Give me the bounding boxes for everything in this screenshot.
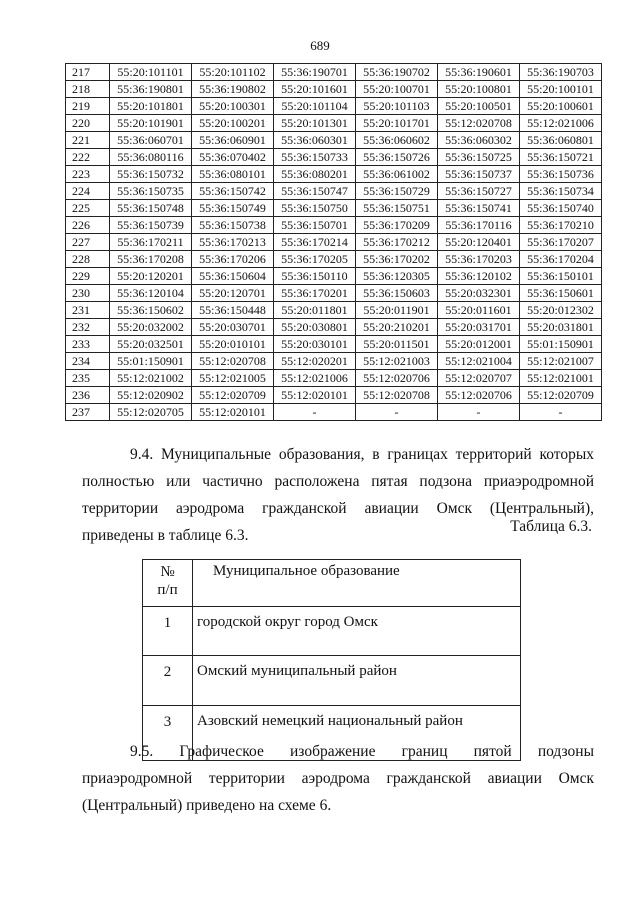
cadastral-number-cell: 55:20:101701 (356, 115, 438, 132)
table-row (66, 302, 602, 319)
cadastral-number-cell: 55:36:150602 (110, 302, 192, 319)
cadastral-number-cell: 55:36:170208 (110, 251, 192, 268)
table-row (143, 656, 521, 706)
cadastral-number-cell: 55:36:170206 (192, 251, 274, 268)
cadastral-number-cell: 55:20:100301 (192, 98, 274, 115)
cadastral-number-cell: 55:12:020201 (274, 353, 356, 370)
cadastral-number-cell: 55:12:021002 (110, 370, 192, 387)
cadastral-number-cell: - (438, 404, 520, 421)
row-number-cell: 232 (66, 319, 110, 336)
cadastral-number-cell: 55:36:080101 (192, 166, 274, 183)
paragraph-9-4-text: Муниципальные образования, в границах территорий которых полностью или частично расположена пятая подзона приаэродромной территории аэродрома гражданской авиации Омск (Центральный), приведены в таблице 6.3. (82, 446, 595, 544)
cadastral-number-cell: 55:20:101801 (110, 98, 192, 115)
cadastral-number-cell: 55:36:150604 (192, 268, 274, 285)
row-number-cell: 236 (66, 387, 110, 404)
table-row (66, 98, 602, 115)
table-row (66, 285, 602, 302)
cadastral-number-cell: 55:36:150738 (192, 217, 274, 234)
cadastral-number-cell: 55:36:150737 (438, 166, 520, 183)
cadastral-number-cell: 55:36:060801 (520, 132, 602, 149)
cadastral-number-cell: 55:12:021006 (274, 370, 356, 387)
cadastral-number-cell: 55:36:150739 (110, 217, 192, 234)
cadastral-number-cell: 55:20:100101 (520, 81, 602, 98)
cadastral-number-cell: 55:36:150726 (356, 149, 438, 166)
row-number-cell: 221 (66, 132, 110, 149)
cadastral-number-cell: 55:12:021007 (520, 353, 602, 370)
cadastral-number-cell: 55:36:150736 (520, 166, 602, 183)
cadastral-number-cell: 55:36:150729 (356, 183, 438, 200)
cadastral-number-cell: 55:36:150735 (110, 183, 192, 200)
cadastral-number-cell: 55:36:070402 (192, 149, 274, 166)
cadastral-number-cell: 55:36:150733 (274, 149, 356, 166)
cadastral-table (65, 63, 602, 421)
cadastral-number-cell: 55:20:031801 (520, 319, 602, 336)
cadastral-number-cell: 55:01:150901 (110, 353, 192, 370)
table-row (66, 81, 602, 98)
header-number-pp: п/п (157, 582, 178, 598)
cadastral-number-cell: 55:20:032501 (110, 336, 192, 353)
cadastral-number-cell: 55:20:120701 (192, 285, 274, 302)
row-number-cell: 217 (66, 64, 110, 81)
table-row (66, 319, 602, 336)
cadastral-number-cell: 55:36:150747 (274, 183, 356, 200)
cadastral-number-cell: 55:20:100701 (356, 81, 438, 98)
cadastral-number-cell: 55:36:170205 (274, 251, 356, 268)
cadastral-number-cell: 55:36:150751 (356, 200, 438, 217)
table-row (66, 370, 602, 387)
cadastral-number-cell: 55:20:210201 (356, 319, 438, 336)
table-row (66, 336, 602, 353)
cadastral-number-cell: 55:12:021005 (192, 370, 274, 387)
cadastral-number-cell: 55:36:150734 (520, 183, 602, 200)
cadastral-number-cell: 55:36:150721 (520, 149, 602, 166)
paragraph-9-5 (82, 738, 594, 819)
paragraph-9-5-text: Графическое изображение границ пятой подзоны приаэродромной территории аэродрома гражданской авиации Омск (Центральный) приведено на схеме 6. (82, 743, 594, 814)
cadastral-number-cell: 55:36:080116 (110, 149, 192, 166)
row-name: городской округ город Омск (193, 607, 521, 656)
cadastral-number-cell: 55:36:190601 (438, 64, 520, 81)
table-row (66, 200, 602, 217)
cadastral-number-cell: 55:36:170207 (520, 234, 602, 251)
cadastral-number-cell: 55:20:120401 (438, 234, 520, 251)
cadastral-number-cell: 55:12:020706 (356, 370, 438, 387)
cadastral-number-cell: 55:36:150601 (520, 285, 602, 302)
cadastral-number-cell: 55:36:150732 (110, 166, 192, 183)
row-name: Азовский немецкий национальный район (193, 706, 521, 761)
row-number-cell: 218 (66, 81, 110, 98)
table-row (143, 607, 521, 656)
cadastral-number-cell: 55:36:150725 (438, 149, 520, 166)
row-number-cell: 229 (66, 268, 110, 285)
cadastral-number-cell: - (274, 404, 356, 421)
row-number-cell: 231 (66, 302, 110, 319)
cadastral-number-cell: 55:36:170211 (110, 234, 192, 251)
row-number: 3 (143, 706, 193, 761)
cadastral-number-cell: 55:20:010101 (192, 336, 274, 353)
cadastral-number-cell: 55:20:011901 (356, 302, 438, 319)
cadastral-number-cell: 55:36:080201 (274, 166, 356, 183)
table-row (66, 268, 602, 285)
cadastral-number-cell: 55:36:150741 (438, 200, 520, 217)
row-number-cell: 234 (66, 353, 110, 370)
row-number-cell: 226 (66, 217, 110, 234)
cadastral-number-cell: 55:20:101104 (274, 98, 356, 115)
cadastral-number-cell: 55:20:100801 (438, 81, 520, 98)
row-number-cell: 219 (66, 98, 110, 115)
cadastral-number-cell: 55:36:150740 (520, 200, 602, 217)
header-number-cell (143, 560, 193, 607)
cadastral-number-cell: 55:36:060602 (356, 132, 438, 149)
cadastral-number-cell: 55:36:120102 (438, 268, 520, 285)
row-number: 2 (143, 656, 193, 706)
table-row (66, 132, 602, 149)
paragraph-9-5-number: 9.5. (130, 743, 154, 760)
cadastral-number-cell: 55:36:150750 (274, 200, 356, 217)
cadastral-number-cell: - (356, 404, 438, 421)
cadastral-number-cell: 55:12:020709 (520, 387, 602, 404)
table-row (66, 166, 602, 183)
cadastral-number-cell: 55:20:101102 (192, 64, 274, 81)
cadastral-number-cell: 55:36:170209 (356, 217, 438, 234)
cadastral-number-cell: 55:36:170203 (438, 251, 520, 268)
row-name: Омский муниципальный район (193, 656, 521, 706)
cadastral-number-cell: 55:36:150701 (274, 217, 356, 234)
cadastral-number-cell: 55:12:021006 (520, 115, 602, 132)
cadastral-number-cell: 55:36:060301 (274, 132, 356, 149)
cadastral-number-cell: 55:12:020902 (110, 387, 192, 404)
cadastral-number-cell: 55:20:100501 (438, 98, 520, 115)
cadastral-number-cell: 55:36:060901 (192, 132, 274, 149)
cadastral-number-cell: 55:20:011801 (274, 302, 356, 319)
row-number-cell: 230 (66, 285, 110, 302)
cadastral-number-cell: 55:36:150748 (110, 200, 192, 217)
cadastral-number-cell: 55:12:020708 (356, 387, 438, 404)
cadastral-number-cell: 55:36:170201 (274, 285, 356, 302)
municipal-table (142, 559, 521, 761)
cadastral-number-cell: 55:36:061002 (356, 166, 438, 183)
row-number-cell: 225 (66, 200, 110, 217)
cadastral-number-cell: 55:12:020706 (438, 387, 520, 404)
cadastral-number-cell: 55:12:020101 (274, 387, 356, 404)
row-number-cell: 227 (66, 234, 110, 251)
cadastral-number-cell: 55:12:021004 (438, 353, 520, 370)
cadastral-number-cell: 55:36:170212 (356, 234, 438, 251)
cadastral-number-cell: 55:36:190702 (356, 64, 438, 81)
table-row (66, 251, 602, 268)
cadastral-number-cell: 55:36:060701 (110, 132, 192, 149)
paragraph-9-4-number: 9.4. (130, 446, 154, 463)
table-row (66, 353, 602, 370)
row-number-cell: 228 (66, 251, 110, 268)
cadastral-number-cell: 55:12:020707 (438, 370, 520, 387)
cadastral-number-cell: 55:36:150101 (520, 268, 602, 285)
cadastral-number-cell: 55:36:190701 (274, 64, 356, 81)
table-row (66, 183, 602, 200)
table-row (66, 387, 602, 404)
cadastral-number-cell: 55:36:190703 (520, 64, 602, 81)
cadastral-number-cell: 55:20:012001 (438, 336, 520, 353)
page-number: 689 (310, 38, 330, 53)
row-number-cell: 223 (66, 166, 110, 183)
cadastral-number-cell: 55:20:120201 (110, 268, 192, 285)
row-number-cell: 222 (66, 149, 110, 166)
cadastral-number-cell: 55:36:170202 (356, 251, 438, 268)
cadastral-number-cell: 55:36:150742 (192, 183, 274, 200)
cadastral-number-cell: 55:12:021001 (520, 370, 602, 387)
cadastral-number-cell: 55:36:170204 (520, 251, 602, 268)
cadastral-number-cell: 55:20:011501 (356, 336, 438, 353)
row-number-cell: 220 (66, 115, 110, 132)
cadastral-number-cell: 55:12:020708 (438, 115, 520, 132)
cadastral-number-cell: 55:20:032002 (110, 319, 192, 336)
cadastral-number-cell: 55:36:150727 (438, 183, 520, 200)
cadastral-table-body (66, 64, 602, 421)
cadastral-number-cell: 55:20:030801 (274, 319, 356, 336)
table-row (66, 404, 602, 421)
cadastral-number-cell: 55:12:020705 (110, 404, 192, 421)
cadastral-number-cell: 55:20:030701 (192, 319, 274, 336)
row-number-cell: 233 (66, 336, 110, 353)
cadastral-number-cell: 55:20:101601 (274, 81, 356, 98)
cadastral-number-cell: 55:20:012302 (520, 302, 602, 319)
cadastral-number-cell: 55:12:021003 (356, 353, 438, 370)
cadastral-number-cell: 55:36:170214 (274, 234, 356, 251)
cadastral-number-cell: 55:20:101101 (110, 64, 192, 81)
row-number-cell: 237 (66, 404, 110, 421)
cadastral-number-cell: 55:36:120305 (356, 268, 438, 285)
cadastral-number-cell: 55:20:100601 (520, 98, 602, 115)
cadastral-number-cell: 55:12:020708 (192, 353, 274, 370)
row-number-cell: 235 (66, 370, 110, 387)
table-row (66, 149, 602, 166)
municipal-table-header (143, 560, 521, 607)
cadastral-number-cell: 55:20:101301 (274, 115, 356, 132)
cadastral-number-cell: 55:36:170116 (438, 217, 520, 234)
header-name-cell: Муниципальное образование (193, 560, 521, 607)
cadastral-number-cell: 55:20:030101 (274, 336, 356, 353)
cadastral-number-cell: 55:20:032301 (438, 285, 520, 302)
row-number-cell: 224 (66, 183, 110, 200)
table-caption: Таблица 6.3. (510, 518, 592, 535)
cadastral-number-cell: 55:36:170210 (520, 217, 602, 234)
table-row (66, 64, 602, 81)
table-row (66, 115, 602, 132)
table-row (66, 217, 602, 234)
cadastral-number-cell: 55:36:150603 (356, 285, 438, 302)
cadastral-number-cell: 55:36:150110 (274, 268, 356, 285)
cadastral-number-cell: 55:36:150749 (192, 200, 274, 217)
row-number: 1 (143, 607, 193, 656)
header-number-sign: № (160, 564, 175, 580)
cadastral-number-cell: 55:36:170213 (192, 234, 274, 251)
cadastral-number-cell: 55:36:060302 (438, 132, 520, 149)
cadastral-number-cell: 55:01:150901 (520, 336, 602, 353)
cadastral-number-cell: 55:36:190801 (110, 81, 192, 98)
cadastral-number-cell: 55:20:100201 (192, 115, 274, 132)
cadastral-number-cell: 55:12:020101 (192, 404, 274, 421)
cadastral-number-cell: 55:36:120104 (110, 285, 192, 302)
cadastral-number-cell: 55:20:011601 (438, 302, 520, 319)
table-row (66, 234, 602, 251)
cadastral-number-cell: 55:20:101901 (110, 115, 192, 132)
cadastral-number-cell: 55:20:101103 (356, 98, 438, 115)
cadastral-number-cell: 55:36:190802 (192, 81, 274, 98)
cadastral-number-cell: 55:36:150448 (192, 302, 274, 319)
cadastral-number-cell: 55:20:031701 (438, 319, 520, 336)
cadastral-number-cell: 55:12:020709 (192, 387, 274, 404)
cadastral-number-cell: - (520, 404, 602, 421)
